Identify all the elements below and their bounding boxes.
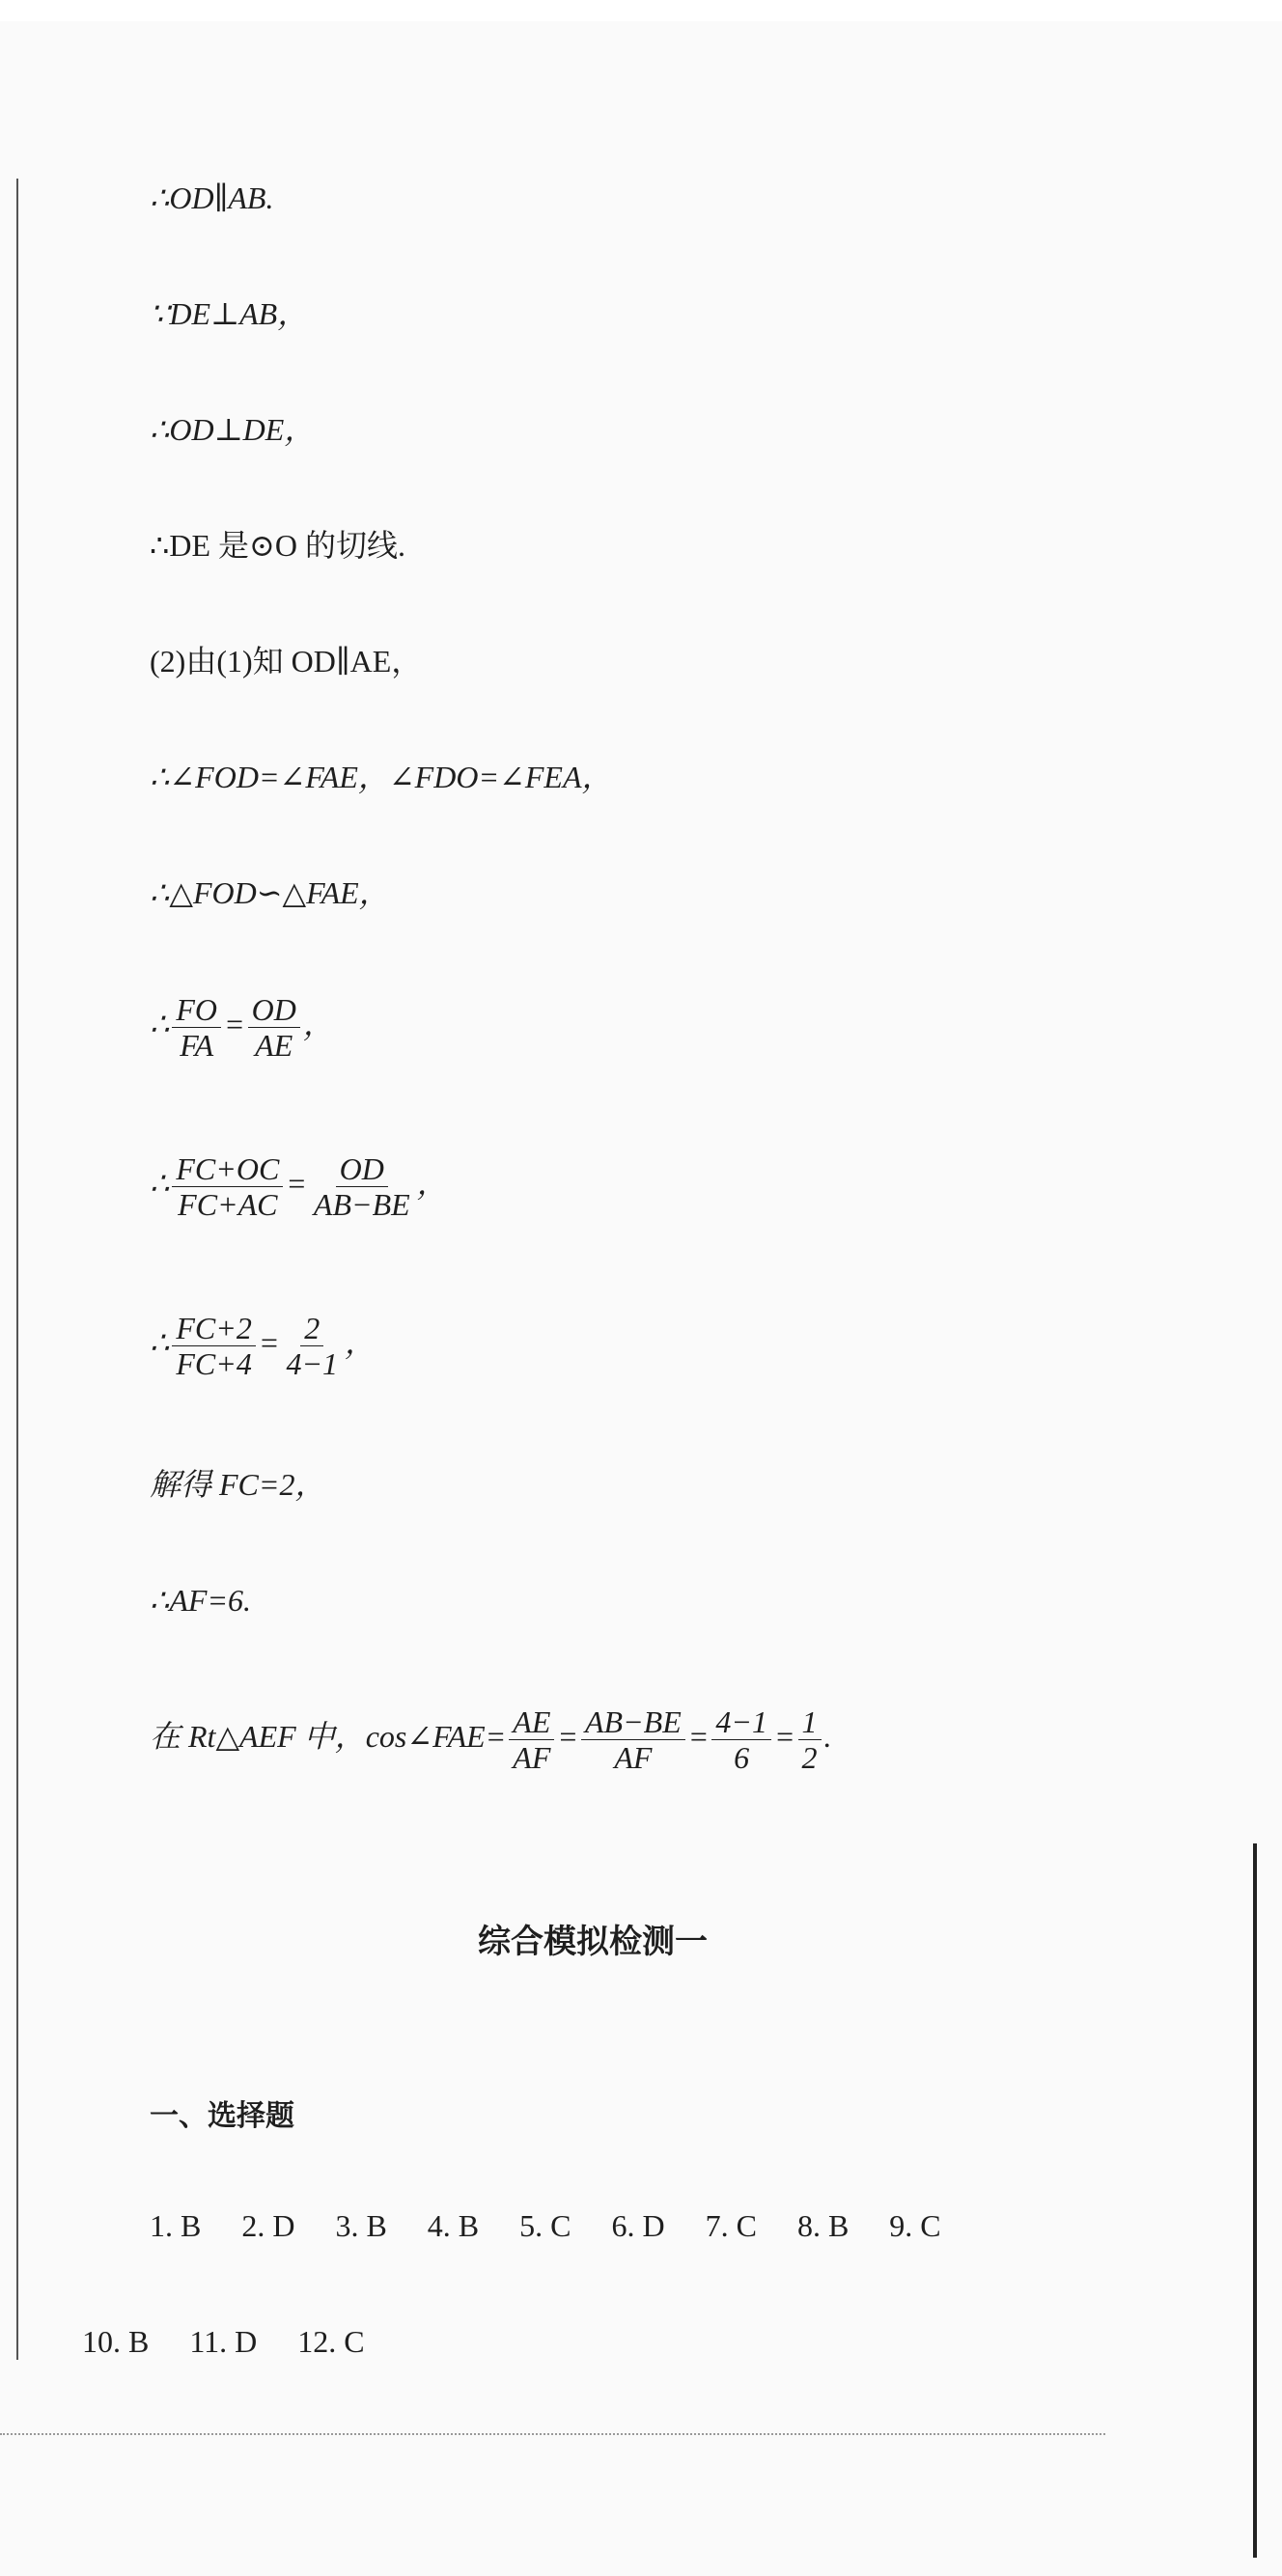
answer-item: 11. D — [189, 2324, 258, 2359]
answer-item: 12. C — [297, 2324, 365, 2359]
fraction-od-ae: $\frac{OD}{AE}$ — [248, 994, 300, 1061]
proof-line-2: ∵DE⊥AB， — [150, 296, 309, 331]
answer-item: 5. C — [519, 2208, 571, 2243]
answer-item: 9. C — [889, 2208, 941, 2243]
right-margin-line — [1253, 1843, 1257, 2558]
answer-item: 3. B — [335, 2208, 387, 2243]
answers-row-2 — [82, 2324, 398, 2360]
answer-item: 7. C — [705, 2208, 757, 2243]
proof-line-5: (2)由(1)知 OD∥AE， — [150, 644, 423, 679]
answers-row-1 — [150, 2208, 974, 2244]
dotted-divider — [0, 2433, 1105, 2435]
answer-item: 4. B — [427, 2208, 480, 2243]
proof-line-11: 解得 FC=2， — [150, 1467, 326, 1502]
proof-line-7: ∴△FOD∽△FAE， — [150, 875, 390, 910]
fraction-2-3: $\frac{2}{4-1}$ — [286, 1311, 339, 1381]
proof-line-9: ∴ $\frac{FC+OC}{FC+AC}$ = $\frac{OD}{AB-BE}$ ， — [150, 1151, 448, 1222]
section-heading: 一、选择题 — [150, 2099, 294, 2133]
left-margin-line — [16, 179, 18, 2360]
top-band — [0, 0, 1282, 21]
answer-item: 2. D — [241, 2208, 295, 2243]
fraction-fo-fa: $\frac{FO}{FA}$ — [172, 994, 221, 1061]
fraction-fc2-fc4: $\frac{FC+2}{FC+4}$ — [172, 1313, 255, 1379]
proof-line-13: 在 Rt△AEF 中，cos∠FAE= $\frac{AE}{AF}$ = $\frac{AB-BE}{AF}$ = $\frac{4-1}{6}$ = $\frac{1}{2}$ . — [150, 1704, 832, 1775]
page-title: 综合模拟检测一 — [478, 1923, 708, 1961]
fraction-ae-af: $\frac{AE}{AF}$ — [509, 1706, 554, 1773]
fraction-od-ab-be: $\frac{OD}{AB-BE}$ — [313, 1151, 410, 1222]
proof-line-10: ∴ $\frac{FC+2}{FC+4}$ = $\frac{2}{4-1}$ ， — [150, 1311, 376, 1381]
answer-item: 1. B — [150, 2208, 202, 2243]
proof-line-4: ∴DE 是⊙O 的切线. — [150, 528, 405, 563]
fraction-1-2: $\frac{1}{2}$ — [798, 1706, 822, 1773]
fraction-3-6: $\frac{4-1}{6}$ — [711, 1706, 771, 1773]
answer-item: 8. B — [796, 2208, 850, 2243]
answer-item: 6. D — [611, 2208, 665, 2243]
proof-line-3: ∴OD⊥DE， — [150, 412, 316, 447]
proof-line-1: ∴OD∥AB. — [150, 180, 274, 215]
proof-line-6: ∴∠FOD=∠FAE，∠FDO=∠FEA， — [150, 760, 613, 794]
fraction-ab-be-af: $\frac{AB-BE}{AF}$ — [581, 1706, 685, 1773]
answer-item: 10. B — [82, 2324, 150, 2359]
proof-line-8: ∴ $\frac{FO}{FA}$ = $\frac{OD}{AE}$ ， — [150, 992, 334, 1063]
proof-line-12: ∴AF=6. — [150, 1583, 252, 1618]
fraction-fc-oc: $\frac{FC+OC}{FC+AC}$ — [172, 1153, 283, 1220]
